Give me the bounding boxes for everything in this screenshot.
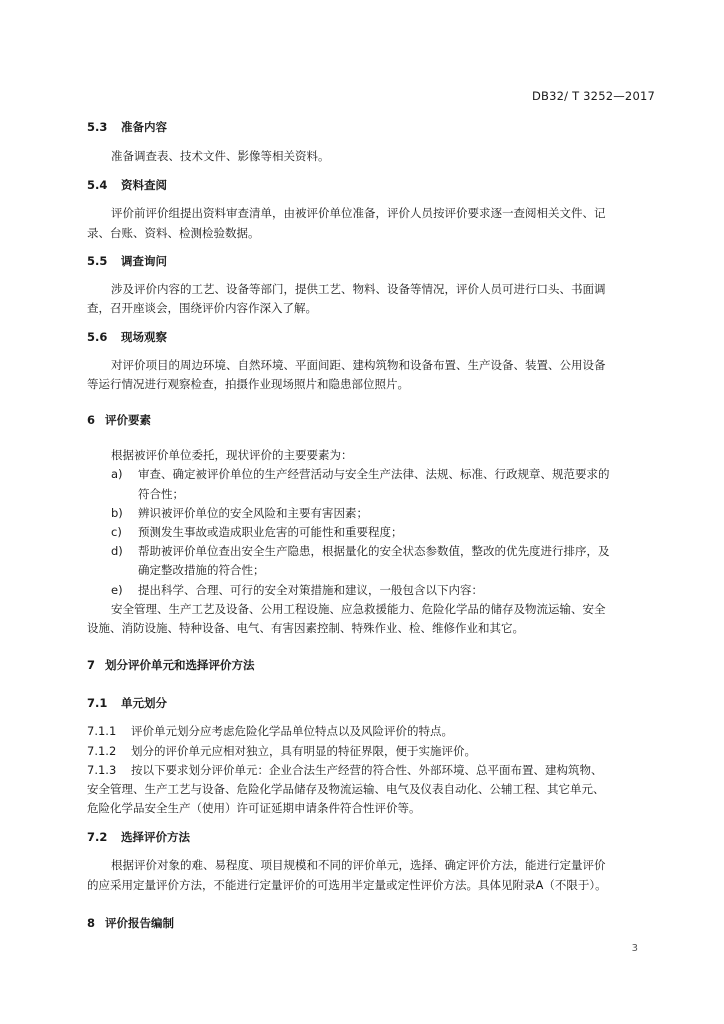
section-title: 资料查阅 xyxy=(121,178,167,192)
list-item-d-line1: 帮助被评价单位查出安全生产隐患，根据量化的安全状态参数值，整改的优先度进行排序，及 xyxy=(138,544,610,558)
chapter-number: 8 xyxy=(87,916,96,930)
section-7-2-paragraph-line2: 的应采用定量评价方法，不能进行定量评价的可选用半定量或定性评价方法。具体见附录A（不限于）。 xyxy=(87,878,607,892)
section-number: 7.2 xyxy=(87,830,108,844)
clause-7-1-1 xyxy=(87,723,453,739)
section-5-5-heading xyxy=(87,253,167,269)
section-number: 7.1 xyxy=(87,696,108,710)
list-item-marker: c) xyxy=(111,525,122,539)
list-item-marker: d) xyxy=(111,544,123,558)
section-number: 5.5 xyxy=(87,254,108,268)
clause-7-1-2 xyxy=(87,743,476,759)
section-number: 5.6 xyxy=(87,330,108,344)
section-number: 5.3 xyxy=(87,120,108,134)
section-5-3-paragraph: 准备调查表、技术文件、影像等相关资料。 xyxy=(111,149,330,163)
section-5-4-paragraph-line2: 录、台账、资料、检测检验数据。 xyxy=(87,226,260,240)
list-item-marker: b) xyxy=(111,506,123,520)
chapter-8-heading xyxy=(87,915,174,931)
list-item-marker: e) xyxy=(111,583,123,597)
clause-number: 7.1.3 xyxy=(87,763,117,777)
chapter-title: 划分评价单元和选择评价方法 xyxy=(105,658,255,672)
list-item-d-line2: 确定整改措施的符合性； xyxy=(138,563,265,577)
clause-number: 7.1.2 xyxy=(87,744,117,758)
section-5-5-paragraph-line2: 查，召开座谈会，围绕评价内容作深入了解。 xyxy=(87,301,317,315)
chapter-title: 评价要素 xyxy=(105,413,151,427)
section-title: 选择评价方法 xyxy=(121,830,190,844)
section-title: 准备内容 xyxy=(121,120,167,134)
section-title: 现场观察 xyxy=(121,330,167,344)
section-7-2-paragraph-line1: 根据评价对象的难、易程度、项目规模和不同的评价单元，选择、确定评价方法，能进行定量评价 xyxy=(111,858,606,872)
chapter-number: 7 xyxy=(87,658,96,672)
chapter-6-tail-line1: 安全管理、生产工艺及设备、公用工程设施、应急救援能力、危险化学品的储存及物流运输、安全 xyxy=(111,602,606,616)
section-5-6-paragraph-line1: 对评价项目的周边环境、自然环境、平面间距、建构筑物和设备布置、生产设备、装置、公用设备 xyxy=(111,358,606,372)
chapter-6-tail-line2: 设施、消防设施、特种设备、电气、有害因素控制、特殊作业、检、维修作业和其它。 xyxy=(87,621,524,635)
page-number: 3 xyxy=(631,943,638,954)
section-5-4-paragraph-line1: 评价前评价组提出资料审查清单，由被评价单位准备，评价人员按评价要求逐一查阅相关文件、记 xyxy=(111,206,606,220)
section-title: 单元划分 xyxy=(121,696,167,710)
section-5-6-paragraph-line2: 等运行情况进行观察检查，拍摄作业现场照片和隐患部位照片。 xyxy=(87,377,409,391)
section-5-5-paragraph-line1: 涉及评价内容的工艺、设备等部门，提供工艺、物料、设备等情况，评价人员可进行口头、书面调 xyxy=(111,282,606,296)
clause-text: 按以下要求划分评价单元：企业合法生产经营的符合性、外部环境、总平面布置、建构筑物、 xyxy=(131,763,603,777)
list-item-a-line2: 符合性； xyxy=(138,487,184,501)
clause-7-1-3-line3: 危险化学品安全生产（使用）许可证延期申请条件符合性评价等。 xyxy=(87,801,421,815)
standard-code: DB32/ T 3252—2017 xyxy=(531,89,655,103)
list-item-c: 预测发生事故或造成职业危害的可能性和重要程度； xyxy=(138,525,403,539)
chapter-title: 评价报告编制 xyxy=(105,916,174,930)
list-item-e: 提出科学、合理、可行的安全对策措施和建议，一般包含以下内容： xyxy=(138,583,483,597)
chapter-6-intro: 根据被评价单位委托，现状评价的主要要素为： xyxy=(111,448,353,462)
section-7-1-heading xyxy=(87,695,167,711)
clause-text: 评价单元划分应考虑危险化学品单位特点以及风险评价的特点。 xyxy=(131,724,453,738)
clause-7-1-3-line2: 安全管理、生产工艺与设备、危险化学品储存及物流运输、电气及仪表自动化、公辅工程、其它单元、 xyxy=(87,782,605,796)
section-5-6-heading xyxy=(87,329,167,345)
chapter-number: 6 xyxy=(87,413,96,427)
clause-text: 划分的评价单元应相对独立，具有明显的特征界限，便于实施评价。 xyxy=(131,744,476,758)
section-5-4-heading xyxy=(87,177,167,193)
chapter-7-heading xyxy=(87,657,255,673)
list-item-marker: a) xyxy=(111,467,123,481)
list-item-a-line1: 审查、确定被评价单位的生产经营活动与安全生产法律、法规、标准、行政规章、规范要求的 xyxy=(138,467,610,481)
chapter-6-heading xyxy=(87,412,151,428)
section-5-3-heading xyxy=(87,119,167,135)
section-title: 调查询问 xyxy=(121,254,167,268)
clause-number: 7.1.1 xyxy=(87,724,117,738)
list-item-b: 辨识被评价单位的安全风险和主要有害因素； xyxy=(138,506,368,520)
clause-7-1-3 xyxy=(87,762,603,778)
section-7-2-heading xyxy=(87,829,190,845)
section-number: 5.4 xyxy=(87,178,108,192)
